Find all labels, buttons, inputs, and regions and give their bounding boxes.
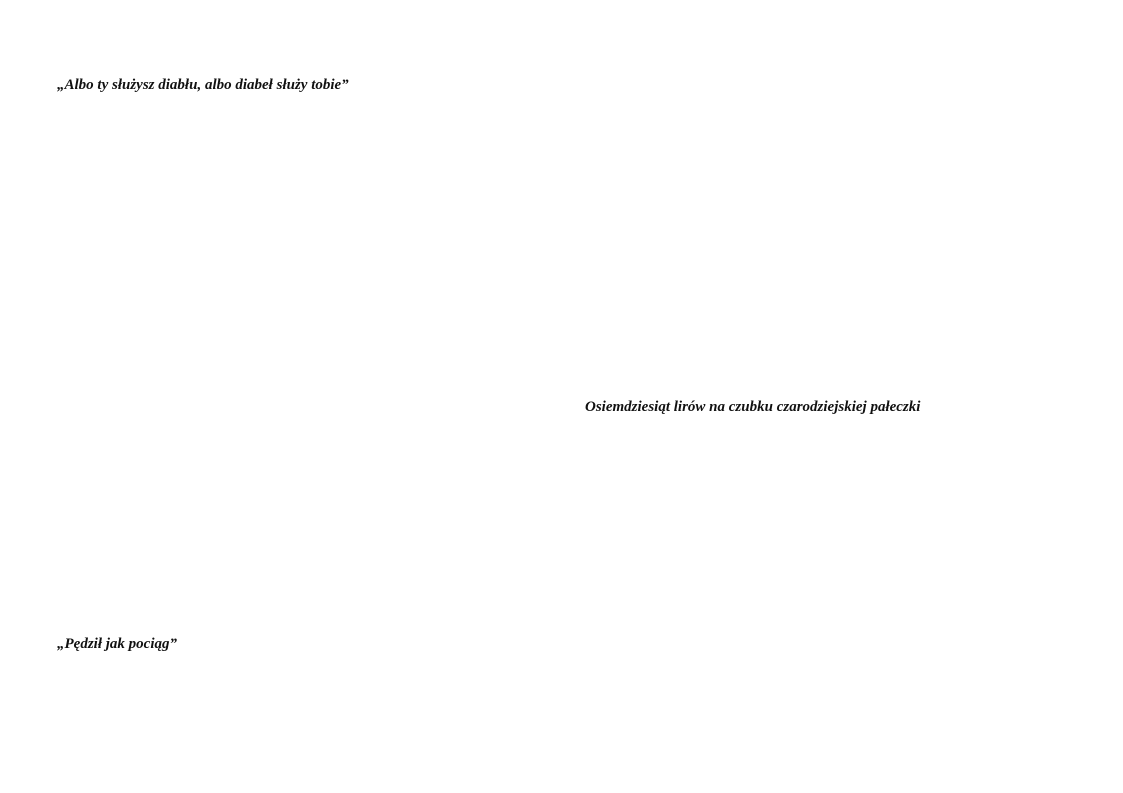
quote-magic-wand: Osiemdziesiąt lirów na czubku czarodziejskiej pałeczki (585, 399, 921, 415)
quote-train: „Pędził jak pociąg” (57, 636, 177, 652)
quote-devil: „Albo ty służysz diabłu, albo diabeł służy tobie” (57, 77, 349, 93)
